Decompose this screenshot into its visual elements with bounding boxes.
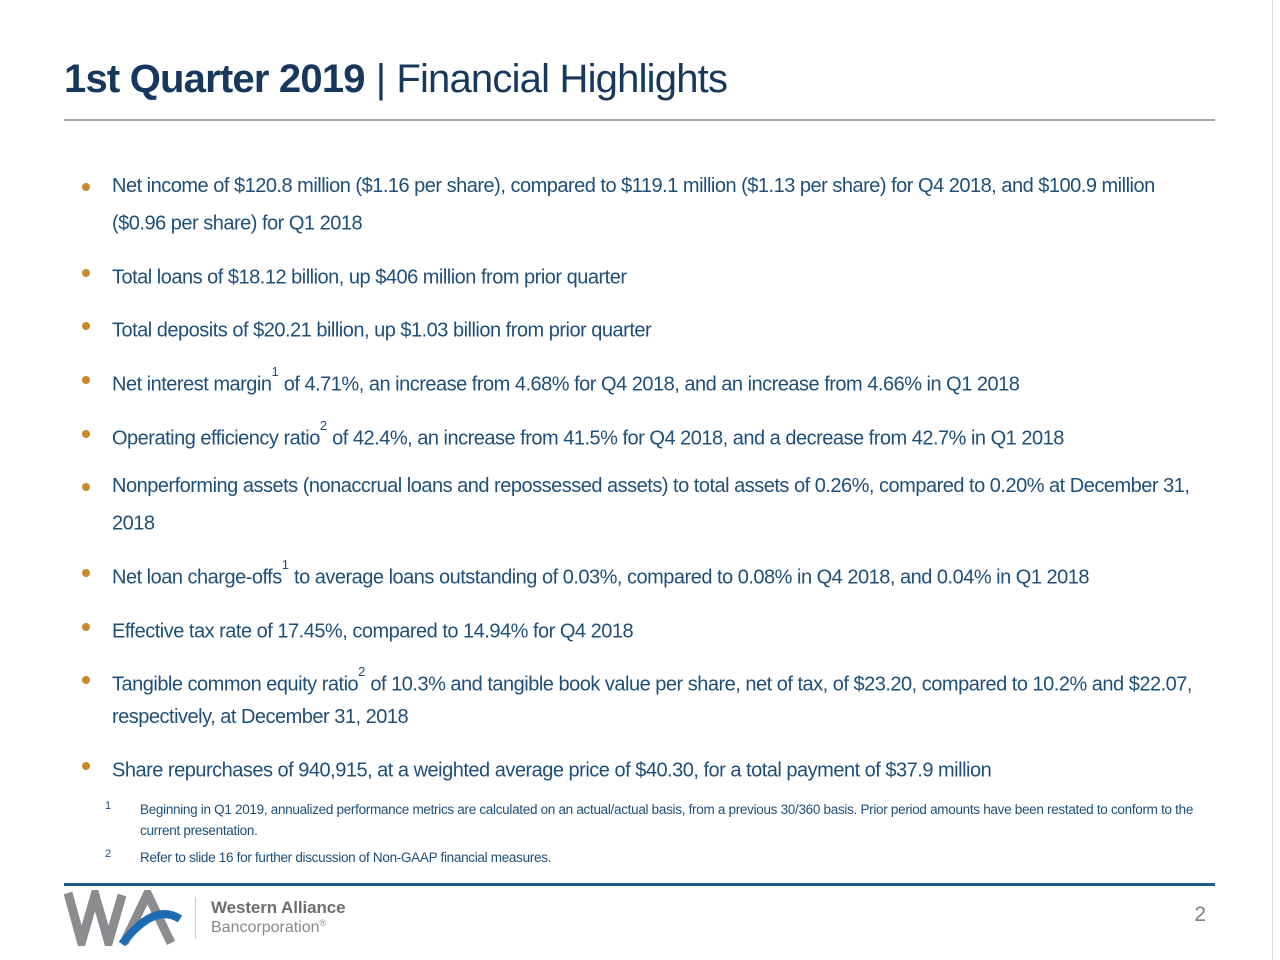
footnote-ref: 1 <box>271 363 279 379</box>
bullet-item-total-deposits <box>80 309 1210 347</box>
bullet-icon <box>82 430 90 438</box>
bullet-icon <box>82 322 90 330</box>
bullet-icon <box>82 762 90 770</box>
registered-mark: ® <box>319 918 327 928</box>
footnote-marker: 1 <box>105 800 111 812</box>
page-number: 2 <box>1194 903 1206 926</box>
page-title-quarter: 1st Quarter 2019 <box>64 57 365 101</box>
bullet-text: to average loans outstanding of 0.03%, compared to 0.08% in Q4 2018, and 0.04% in Q1 2018 <box>288 566 1090 589</box>
bullet-icon <box>82 569 90 577</box>
western-alliance-monogram-icon <box>64 890 184 946</box>
bullet-icon <box>82 483 90 491</box>
bullet-item-tax-rate <box>80 610 1210 648</box>
bullet-text: Net income of $120.8 million ($1.16 per share), compared to $119.1 million ($1.13 per share) for Q4 2018, and $100.9 million ($0.96 per share) for Q1 2018 <box>112 175 1155 235</box>
footnote-1 <box>105 799 1202 841</box>
bullet-text: Nonperforming assets (nonaccrual loans and repossessed assets) to total assets of 0.26%, compared to 0.20% at December 31, 2018 <box>112 475 1190 535</box>
bullet-item-net-interest-margin <box>80 363 1210 401</box>
bullet-text: Tangible common equity ratio <box>112 673 359 696</box>
footnote-ref: 2 <box>358 664 366 680</box>
bullet-text: Total loans of $18.12 billion, up $406 million from prior quarter <box>112 266 627 289</box>
bullet-text: Total deposits of $20.21 billion, up $1.03 billion from prior quarter <box>112 319 652 342</box>
bullet-text: Effective tax rate of 17.45%, compared to 14.94% for Q4 2018 <box>112 620 634 643</box>
highlights-bullet-list <box>80 170 1210 803</box>
bullet-icon <box>82 623 90 631</box>
bullet-text: of 10.3% and tangible book value per share, net of tax, of $23.20, compared to 10.2% and $22.07, respectively, at December 31, 2018 <box>112 673 1192 728</box>
bullet-text: Net loan charge-offs <box>112 566 282 589</box>
logo-company-name: Western Alliance <box>211 898 346 917</box>
bullet-text: of 4.71%, an increase from 4.68% for Q4 2018, and an increase from 4.66% in Q1 2018 <box>278 373 1020 396</box>
page-title-subject: Financial Highlights <box>396 57 728 101</box>
logo-text <box>211 897 345 939</box>
bullet-icon <box>82 376 90 384</box>
footnotes <box>105 799 1205 874</box>
bullet-icon <box>82 269 90 277</box>
footnote-text: Beginning in Q1 2019, annualized performance metrics are calculated on an actual/actual basis, from a previous 30/360 basis. Prior period amounts have been restated to conform to the current presentation. <box>140 802 1194 838</box>
slide-right-edge <box>1272 0 1273 960</box>
title-divider-line <box>64 119 1215 121</box>
page-title <box>64 55 727 103</box>
footnote-ref: 1 <box>281 556 289 572</box>
footnote-marker: 2 <box>105 848 111 860</box>
logo-company-suffix: Bancorporation® <box>211 918 327 936</box>
bullet-item-net-income <box>80 170 1210 240</box>
bullet-item-share-repurchases <box>80 749 1210 787</box>
bullet-text: Share repurchases of 940,915, at a weighted average price of $40.30, for a total payment of $37.9 million <box>112 759 992 782</box>
bullet-text: Net interest margin <box>112 373 272 396</box>
bullet-item-total-loans <box>80 256 1210 294</box>
footer-divider-line <box>64 883 1215 886</box>
footnote-ref: 2 <box>319 417 328 433</box>
footnote-2 <box>105 847 1202 868</box>
bullet-text: of 42.4%, an increase from 41.5% for Q4 2018, and a decrease from 42.7% in Q1 2018 <box>327 427 1064 450</box>
page-title-separator: | <box>375 57 386 101</box>
bullet-item-operating-efficiency <box>80 417 1210 455</box>
western-alliance-logo <box>64 890 345 946</box>
bullet-text: Operating efficiency ratio <box>112 427 320 450</box>
bullet-icon <box>82 183 90 191</box>
logo-divider <box>195 897 196 939</box>
bullet-item-nonperforming-assets <box>80 470 1210 540</box>
bullet-item-tangible-common-equity <box>80 663 1210 733</box>
footnote-text: Refer to slide 16 for further discussion of Non-GAAP financial measures. <box>140 850 552 865</box>
bullet-item-charge-offs <box>80 556 1210 594</box>
bullet-icon <box>82 676 90 684</box>
